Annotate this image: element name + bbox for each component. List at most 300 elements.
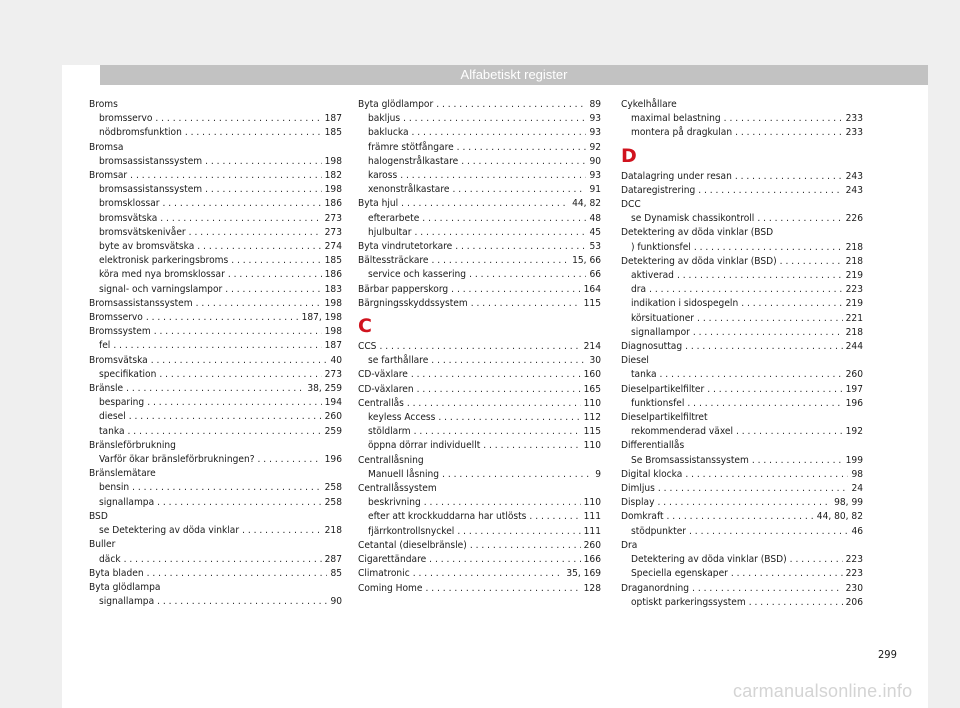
entry-page-ref[interactable]: 192 — [845, 426, 863, 438]
dot-leader — [452, 183, 586, 197]
entry-page-ref[interactable]: 44, 82 — [572, 198, 601, 210]
index-subentry — [621, 596, 863, 610]
entry-page-ref[interactable]: 98 — [851, 468, 863, 480]
entry-page-ref[interactable]: 91 — [589, 184, 601, 196]
entry-term: Detektering av döda vinklar (BSD) — [631, 554, 787, 566]
dot-leader — [469, 268, 586, 282]
entry-page-ref[interactable]: 166 — [583, 554, 601, 566]
index-entry — [89, 325, 342, 339]
index-entry — [621, 98, 863, 112]
dot-leader — [205, 183, 322, 197]
entry-page-ref[interactable]: 230 — [845, 582, 863, 594]
entry-term: Detektering av döda vinklar (BSD) — [621, 255, 777, 267]
index-subentry — [358, 212, 601, 226]
dot-leader — [432, 254, 570, 268]
dot-leader — [689, 525, 848, 539]
entry-term: bromsvätskenivåer — [99, 226, 186, 238]
index-subentry — [358, 510, 601, 524]
entry-page-ref[interactable]: 66 — [589, 269, 601, 281]
entry-term: Draganordning — [621, 582, 690, 594]
entry-page-ref[interactable]: 221 — [845, 312, 863, 324]
index-entry — [621, 255, 863, 269]
dot-leader — [113, 339, 321, 353]
index-subentry — [358, 525, 601, 539]
entry-page-ref[interactable]: 243 — [845, 184, 863, 196]
index-entry — [89, 141, 342, 155]
entry-page-ref[interactable]: 198 — [324, 297, 342, 309]
index-entry — [621, 510, 863, 524]
entry-term: beskrivning — [368, 497, 421, 509]
entry-page-ref[interactable]: 258 — [324, 482, 342, 494]
index-subentry — [89, 553, 342, 567]
entry-term: öppna dörrar individuellt — [368, 440, 481, 452]
entry-term: Varför ökar bränsleförbrukningen? — [99, 454, 255, 466]
entry-term: Bromsa — [89, 141, 124, 153]
entry-term: Bränsle — [89, 383, 124, 395]
index-subentry — [358, 126, 601, 140]
index-subentry — [621, 425, 863, 439]
dot-leader — [146, 311, 299, 325]
dot-leader — [431, 354, 586, 368]
entry-page-ref[interactable]: 244 — [845, 341, 863, 353]
index-entry — [89, 311, 342, 325]
dot-leader — [685, 468, 848, 482]
entry-page-ref[interactable]: 260 — [583, 539, 601, 551]
dot-leader — [126, 382, 304, 396]
dot-leader — [471, 297, 581, 311]
entry-term: signallampa — [99, 496, 155, 508]
entry-term: signallampor — [631, 326, 690, 338]
entry-term: baklucka — [368, 127, 409, 139]
index-entry — [621, 411, 863, 425]
dot-leader — [147, 567, 328, 581]
entry-page-ref[interactable]: 186 — [324, 269, 342, 281]
index-entry — [621, 170, 863, 184]
dot-leader — [677, 269, 843, 283]
entry-page-ref[interactable]: 243 — [845, 170, 863, 182]
entry-term: signal- och varningslampor — [99, 283, 223, 295]
entry-page-ref[interactable]: 260 — [845, 369, 863, 381]
dot-leader — [159, 368, 321, 382]
dot-leader — [735, 126, 843, 140]
index-subentry — [89, 396, 342, 410]
dot-leader — [151, 354, 328, 368]
entry-term: bromsservo — [99, 113, 153, 125]
entry-page-ref[interactable]: 24 — [851, 483, 863, 495]
entry-page-ref[interactable]: 223 — [845, 568, 863, 580]
dot-leader — [693, 326, 843, 340]
dot-leader — [160, 212, 321, 226]
entry-term: Bromsservo — [89, 312, 143, 324]
entry-page-ref[interactable]: 89 — [589, 99, 601, 110]
entry-page-ref[interactable]: 40 — [330, 354, 342, 366]
entry-term: Dimljus — [621, 483, 655, 495]
page-header: Alfabetiskt register — [100, 65, 928, 85]
entry-term: tanka — [631, 369, 657, 381]
dot-leader — [124, 553, 322, 567]
entry-page-ref[interactable]: 218 — [845, 326, 863, 338]
entry-term: kaross — [368, 170, 398, 182]
entry-page-ref[interactable]: 187 — [324, 113, 342, 125]
index-entry — [621, 496, 863, 510]
entry-term: signallampa — [99, 596, 155, 608]
index-subentry — [621, 126, 863, 140]
entry-term: Display — [621, 497, 655, 509]
entry-term: montera på dragkulan — [631, 127, 733, 139]
index-entry — [89, 297, 342, 311]
entry-term: stödpunkter — [631, 525, 687, 537]
index-entry — [621, 539, 863, 553]
entry-term: ) funktionsfel — [631, 241, 691, 253]
dot-leader — [157, 595, 327, 609]
entry-term: Manuell låsning — [368, 468, 440, 480]
entry-page-ref[interactable]: 115 — [583, 297, 601, 309]
entry-term: tanka — [99, 425, 125, 437]
entry-page-ref[interactable]: 182 — [324, 170, 342, 182]
dot-leader — [413, 567, 564, 581]
entry-page-ref[interactable]: 274 — [324, 241, 342, 253]
entry-page-ref[interactable]: 218 — [324, 525, 342, 537]
entry-page-ref[interactable]: 93 — [589, 127, 601, 139]
entry-page-ref[interactable]: 206 — [845, 596, 863, 608]
dot-leader — [455, 240, 586, 254]
entry-page-ref[interactable]: 90 — [589, 155, 601, 167]
entry-page-ref[interactable]: 194 — [324, 397, 342, 409]
entry-term: främre stötfångare — [368, 141, 454, 153]
dot-leader — [231, 254, 321, 268]
entry-page-ref[interactable]: 92 — [589, 141, 601, 153]
entry-term: bromsvätska — [99, 212, 158, 224]
entry-term: Byta glödlampor — [358, 99, 434, 110]
entry-page-ref[interactable]: 128 — [583, 582, 601, 594]
entry-page-ref[interactable]: 183 — [324, 283, 342, 295]
entry-page-ref[interactable]: 287 — [324, 553, 342, 565]
entry-term: elektronisk parkeringsbroms — [99, 255, 229, 267]
index-subentry — [358, 496, 601, 510]
entry-term: Broms — [89, 99, 118, 110]
entry-page-ref[interactable]: 219 — [845, 270, 863, 282]
dot-leader — [163, 197, 322, 211]
index-subentry — [89, 283, 342, 297]
dot-leader — [129, 410, 322, 424]
entry-term: CCS — [358, 341, 377, 353]
entry-page-ref[interactable]: 198 — [324, 184, 342, 196]
dot-leader — [426, 582, 581, 596]
index-entry — [621, 184, 863, 198]
entry-term: Datalagring under resan — [621, 170, 732, 182]
entry-term: CD-växlare — [358, 369, 408, 381]
entry-page-ref[interactable]: 258 — [324, 496, 342, 508]
entry-page-ref[interactable]: 223 — [845, 284, 863, 296]
dot-leader — [731, 567, 843, 581]
dot-leader — [412, 126, 587, 140]
entry-term: Cykelhållare — [621, 99, 677, 110]
entry-term: Diesel — [621, 355, 649, 367]
dot-leader — [424, 496, 581, 510]
index-subentry — [621, 454, 863, 468]
entry-page-ref[interactable]: 85 — [330, 567, 342, 579]
entry-term: CD-växlaren — [358, 383, 414, 395]
entry-term: Bältessträckare — [358, 255, 429, 267]
dot-leader — [130, 169, 321, 183]
entry-page-ref[interactable]: 273 — [324, 368, 342, 380]
entry-page-ref[interactable]: 164 — [583, 283, 601, 295]
entry-page-ref[interactable]: 111 — [583, 511, 601, 523]
dot-leader — [697, 312, 843, 326]
entry-page-ref[interactable]: 273 — [324, 212, 342, 224]
entry-page-ref[interactable]: 233 — [845, 127, 863, 139]
dot-leader — [707, 383, 842, 397]
entry-page-ref[interactable]: 46 — [851, 525, 863, 537]
dot-leader — [529, 510, 580, 524]
entry-term: Cetantal (dieselbränsle) — [358, 539, 467, 551]
entry-term: Centrallås — [358, 397, 404, 409]
entry-term: besparing — [99, 397, 145, 409]
dot-leader — [438, 411, 580, 425]
entry-page-ref[interactable]: 223 — [845, 554, 863, 566]
section-letter: C — [358, 315, 372, 338]
dot-leader — [687, 397, 842, 411]
index-subentry — [89, 453, 342, 467]
entry-page-ref[interactable]: 214 — [583, 341, 601, 353]
index-subentry — [358, 183, 601, 197]
index-subentry — [621, 112, 863, 126]
dot-leader — [752, 454, 843, 468]
entry-term: bensin — [99, 482, 130, 494]
entry-term: diesel — [99, 411, 126, 423]
index-column-1 — [89, 98, 342, 609]
dot-leader — [407, 397, 581, 411]
entry-term: Bränsleförbrukning — [89, 439, 176, 451]
entry-page-ref[interactable]: 93 — [589, 113, 601, 125]
entry-term: Dieselpartikelfiltret — [621, 412, 708, 424]
index-entry — [358, 368, 601, 382]
entry-term: Differentiallås — [621, 440, 685, 452]
entry-page-ref[interactable]: 48 — [589, 212, 601, 224]
dot-leader — [401, 197, 569, 211]
entry-term: efterarbete — [368, 212, 420, 224]
entry-term: Bromsassistanssystem — [89, 297, 193, 309]
entry-page-ref[interactable]: 9 — [595, 468, 601, 480]
index-entry — [89, 354, 342, 368]
entry-term: däck — [99, 553, 121, 565]
index-entry — [89, 169, 342, 183]
index-entry — [621, 340, 863, 354]
entry-page-ref[interactable]: 218 — [845, 255, 863, 267]
index-entry — [358, 539, 601, 553]
dot-leader — [660, 368, 843, 382]
entry-term: Byta hjul — [358, 198, 399, 210]
dot-leader — [757, 212, 842, 226]
index-entry — [358, 582, 601, 596]
index-subentry — [89, 254, 342, 268]
index-entry — [621, 468, 863, 482]
dot-leader — [225, 283, 321, 297]
entry-term: Dieselpartikelfilter — [621, 383, 705, 395]
entry-term: Bärbar papperskorg — [358, 283, 449, 295]
dot-leader — [790, 553, 843, 567]
index-entry — [89, 581, 342, 595]
entry-page-ref[interactable]: 198 — [324, 155, 342, 167]
entry-page-ref[interactable]: 259 — [324, 425, 342, 437]
index-subentry — [89, 410, 342, 424]
index-subentry — [89, 481, 342, 495]
entry-page-ref[interactable]: 198 — [324, 326, 342, 338]
entry-term: Bränslemätare — [89, 468, 156, 480]
index-subentry — [89, 226, 342, 240]
entry-page-ref[interactable]: 187, 198 — [301, 312, 342, 324]
index-subentry — [358, 141, 601, 155]
entry-term: körsituationer — [631, 312, 695, 324]
entry-page-ref[interactable]: 38, 259 — [307, 383, 342, 395]
dot-leader — [694, 241, 843, 255]
entry-term: Climatronic — [358, 568, 410, 580]
entry-page-ref[interactable]: 112 — [583, 412, 601, 424]
index-subentry — [358, 411, 601, 425]
entry-term: Speciella egenskaper — [631, 568, 728, 580]
entry-page-ref[interactable]: 165 — [583, 383, 601, 395]
entry-term: se farthållare — [368, 355, 429, 367]
entry-term: bromsklossar — [99, 198, 160, 210]
entry-page-ref[interactable]: 185 — [324, 255, 342, 267]
entry-term: fel — [99, 340, 111, 352]
watermark-logo: carmanualsonline.info — [733, 681, 913, 701]
entry-page-ref[interactable]: 199 — [845, 454, 863, 466]
dot-leader — [128, 425, 322, 439]
entry-term: Se Bromsassistanssystem — [631, 454, 749, 466]
index-subentry — [89, 425, 342, 439]
entry-term: bromsassistanssystem — [99, 184, 203, 196]
entry-page-ref[interactable]: 218 — [845, 241, 863, 253]
index-entry — [621, 226, 863, 240]
entry-page-ref[interactable]: 273 — [324, 226, 342, 238]
dot-leader — [451, 283, 580, 297]
dot-leader — [403, 112, 586, 126]
entry-term: maximal belastning — [631, 113, 721, 125]
entry-term: optiskt parkeringssystem — [631, 596, 746, 608]
entry-term: dra — [631, 284, 647, 296]
index-subentry — [358, 268, 601, 282]
index-subentry — [358, 169, 601, 183]
entry-page-ref[interactable]: 185 — [324, 127, 342, 139]
entry-term: aktiverad — [631, 270, 674, 282]
index-subentry — [621, 368, 863, 382]
entry-page-ref[interactable]: 197 — [845, 383, 863, 395]
index-subentry — [621, 525, 863, 539]
index-entry — [89, 567, 342, 581]
index-entry — [358, 383, 601, 397]
dot-leader — [379, 340, 580, 354]
index-subentry — [358, 155, 601, 169]
entry-term: Centrallåssystem — [358, 483, 437, 495]
index-entry — [621, 383, 863, 397]
index-entry — [89, 98, 342, 112]
index-entry — [621, 482, 863, 496]
dot-leader — [185, 126, 322, 140]
index-subentry — [358, 354, 601, 368]
dot-leader — [658, 482, 849, 496]
entry-page-ref[interactable]: 53 — [589, 241, 601, 253]
index-entry — [621, 439, 863, 453]
page-number: 299 — [878, 648, 897, 661]
index-subentry — [89, 595, 342, 609]
entry-page-ref[interactable]: 115 — [583, 426, 601, 438]
entry-page-ref[interactable]: 187 — [324, 340, 342, 352]
entry-page-ref[interactable]: 45 — [589, 226, 601, 238]
index-subentry — [89, 126, 342, 140]
dot-leader — [724, 112, 843, 126]
entry-page-ref[interactable]: 110 — [583, 497, 601, 509]
dot-leader — [205, 155, 322, 169]
index-subentry — [358, 439, 601, 453]
entry-term: halogenstrålkastare — [368, 155, 459, 167]
dot-leader — [461, 155, 586, 169]
entry-page-ref[interactable]: 111 — [583, 525, 601, 537]
entry-page-ref[interactable]: 98, 99 — [834, 497, 863, 509]
dot-leader — [429, 553, 580, 567]
index-subentry — [621, 326, 863, 340]
entry-page-ref[interactable]: 15, 66 — [572, 255, 601, 267]
entry-page-ref[interactable]: 219 — [845, 298, 863, 310]
dot-leader — [436, 98, 586, 112]
entry-page-ref[interactable]: 196 — [845, 397, 863, 409]
entry-page-ref[interactable]: 226 — [845, 213, 863, 225]
entry-page-ref[interactable]: 110 — [583, 440, 601, 452]
entry-term: efter att krockkuddarna har utlösts — [368, 511, 527, 523]
index-entry — [621, 354, 863, 368]
entry-term: Byta bladen — [89, 567, 144, 579]
entry-page-ref[interactable]: 160 — [583, 369, 601, 381]
dot-leader — [457, 141, 587, 155]
entry-term: bakljus — [368, 113, 401, 125]
index-entry — [358, 553, 601, 567]
entry-page-ref[interactable]: 196 — [324, 454, 342, 466]
section-letter: D — [621, 144, 637, 167]
dot-leader — [417, 383, 581, 397]
dot-leader — [780, 255, 843, 269]
dot-leader — [157, 496, 322, 510]
dot-leader — [470, 539, 581, 553]
entry-page-ref[interactable]: 186 — [324, 198, 342, 210]
entry-page-ref[interactable]: 260 — [324, 411, 342, 423]
index-entry — [358, 254, 601, 268]
dot-leader — [692, 582, 843, 596]
entry-term: Bromsvätska — [89, 354, 148, 366]
entry-page-ref[interactable]: 110 — [583, 397, 601, 409]
dot-leader — [657, 496, 831, 510]
entry-page-ref[interactable]: 44, 80, 82 — [816, 511, 863, 523]
entry-page-ref[interactable]: 30 — [589, 355, 601, 367]
entry-term: Buller — [89, 539, 116, 551]
index-entry — [89, 538, 342, 552]
index-subentry — [621, 241, 863, 255]
entry-term: Bärgningsskyddssystem — [358, 297, 468, 309]
dot-leader — [154, 325, 322, 339]
entry-page-ref[interactable]: 93 — [589, 170, 601, 182]
index-subentry — [89, 155, 342, 169]
entry-term: Digital klocka — [621, 468, 683, 480]
entry-term: Cigarettändare — [358, 554, 427, 566]
index-subentry — [621, 567, 863, 581]
entry-page-ref[interactable]: 90 — [330, 596, 342, 608]
entry-page-ref[interactable]: 233 — [845, 113, 863, 125]
entry-term: se Dynamisk chassikontroll — [631, 213, 755, 225]
entry-term: service och kassering — [368, 269, 467, 281]
index-subentry — [621, 312, 863, 326]
entry-page-ref[interactable]: 35, 169 — [566, 568, 601, 580]
index-entry — [358, 567, 601, 581]
entry-term: stöldlarm — [368, 426, 411, 438]
